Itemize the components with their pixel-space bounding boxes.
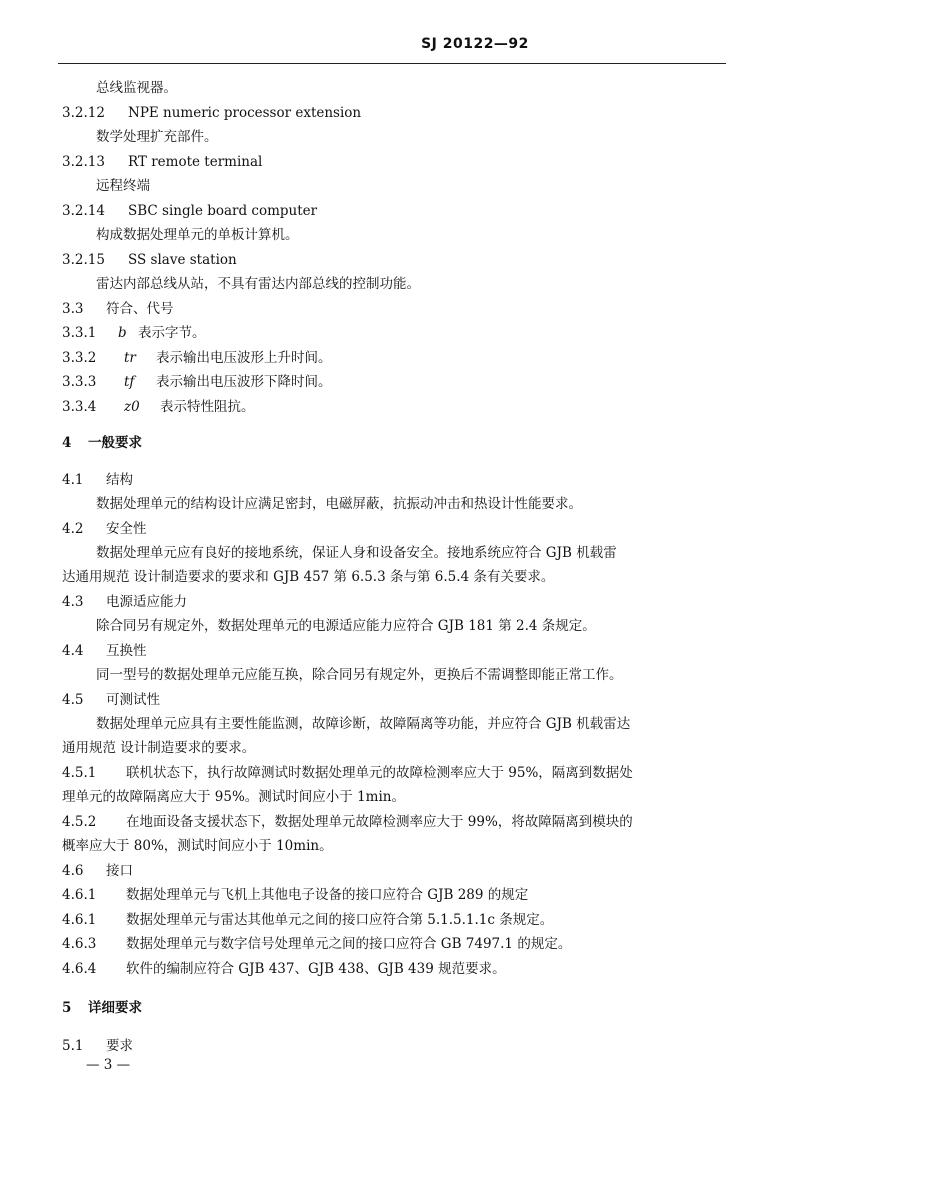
symbol: tf <box>124 374 135 390</box>
symbol: z0 <box>124 399 140 415</box>
clause-number: 3.3.2 <box>62 350 97 366</box>
clause-number: 3.3.1 <box>62 325 97 341</box>
section-4-5-heading <box>62 690 160 710</box>
clause-4-6-4 <box>62 959 506 979</box>
paragraph-line: 数据处理单元的结构设计应满足密封，电磁屏蔽，抗振动冲击和热设计性能要求。 <box>96 496 582 512</box>
clause-text: 数据处理单元与数字信号处理单元之间的接口应符合 GB 7497.1 的规定。 <box>126 936 572 952</box>
section-5-1-heading <box>62 1036 133 1056</box>
clause-number: 4.5 <box>62 692 84 708</box>
clause-text: NPE numeric processor extension <box>128 105 362 121</box>
clause-title: 结构 <box>106 472 133 488</box>
clause-number: 4.5.2 <box>62 814 97 830</box>
symbol-3-3-4 <box>62 397 255 417</box>
clause-text: 软件的编制应符合 GJB 437、GJB 438、GJB 439 规范要求。 <box>126 961 506 977</box>
section-4-3-heading <box>62 592 187 612</box>
clause-number: 3.3 <box>62 301 84 317</box>
definition-3-2-12 <box>62 103 361 123</box>
clause-4-6-1 <box>62 885 528 905</box>
clause-text: 表示输出电压波形下降时间。 <box>156 374 332 390</box>
clause-4-6-3 <box>62 934 571 954</box>
section-title: 一般要求 <box>88 435 142 451</box>
symbol-3-3-1 <box>62 323 206 343</box>
clause-text: 联机状态下，执行故障测试时数据处理单元的故障检测率应大于 95%，隔离到数据处 <box>126 765 633 781</box>
symbol-3-3-2 <box>62 348 332 368</box>
paragraph-line: 理单元的故障隔离应大于 95%。测试时间应小于 1min。 <box>62 789 405 805</box>
clause-number: 4.6.1 <box>62 887 97 903</box>
paragraph-line: 同一型号的数据处理单元应能互换，除合同另有规定外，更换后不需调整即能正常工作。 <box>96 667 623 683</box>
definition-3-2-15 <box>62 250 237 270</box>
clause-number: 4.1 <box>62 472 84 488</box>
clause-text: 数据处理单元与飞机上其他电子设备的接口应符合 GJB 289 的规定 <box>126 887 529 903</box>
clause-number: 4.4 <box>62 643 84 659</box>
symbol: b <box>118 325 127 341</box>
section-4-heading <box>62 433 142 453</box>
paragraph-line: 除合同另有规定外，数据处理单元的电源适应能力应符合 GJB 181 第 2.4 条规定。 <box>96 618 596 634</box>
definition-3-2-13 <box>62 152 262 172</box>
section-3-3-heading <box>62 299 174 319</box>
page-number: — 3 — <box>86 1057 131 1073</box>
clause-number: 4.6.1 <box>62 912 97 928</box>
paragraph-line: 概率应大于 80%，测试时间应小于 10min。 <box>62 838 333 854</box>
clause-title: 符合、代号 <box>106 301 174 317</box>
clause-title: 电源适应能力 <box>106 594 187 610</box>
clause-text: 在地面设备支援状态下，数据处理单元故障检测率应大于 99%，将故障隔离到模块的 <box>126 814 633 830</box>
clause-number: 4.6 <box>62 863 84 879</box>
clause-number: 4.6.3 <box>62 936 97 952</box>
clause-number: 3.2.12 <box>62 105 105 121</box>
clause-title: 安全性 <box>106 521 147 537</box>
section-5-heading <box>62 998 142 1018</box>
text-line: 雷达内部总线从站，不具有雷达内部总线的控制功能。 <box>96 276 420 292</box>
text-line: 构成数据处理单元的单板计算机。 <box>96 227 299 243</box>
symbol: tr <box>124 350 136 366</box>
clause-text: RT remote terminal <box>128 154 263 170</box>
symbol-3-3-3 <box>62 372 332 392</box>
clause-number: 3.3.3 <box>62 374 97 390</box>
section-title: 详细要求 <box>88 1000 142 1016</box>
clause-number: 4.3 <box>62 594 84 610</box>
clause-number: 3.2.14 <box>62 203 105 219</box>
paragraph-line: 数据处理单元应有良好的接地系统，保证人身和设备安全。接地系统应符合 GJB 机载雷 <box>96 545 617 561</box>
clause-number: 3.2.15 <box>62 252 105 268</box>
clause-number: 4.5.1 <box>62 765 97 781</box>
clause-number: 5.1 <box>62 1038 84 1054</box>
clause-4-5-1 <box>62 763 633 783</box>
clause-text: 表示特性阻抗。 <box>160 399 255 415</box>
clause-number: 4 <box>62 435 72 451</box>
clause-number: 3.3.4 <box>62 399 97 415</box>
paragraph-line: 达通用规范 设计制造要求的要求和 GJB 457 第 6.5.3 条与第 6.5.4 条有关要求。 <box>62 569 555 585</box>
clause-4-5-2 <box>62 812 633 832</box>
section-4-4-heading <box>62 641 147 661</box>
header-rule <box>58 63 726 64</box>
definition-3-2-14 <box>62 201 317 221</box>
section-4-1-heading <box>62 470 133 490</box>
clause-text: SBC single board computer <box>128 203 318 219</box>
clause-number: 4.6.4 <box>62 961 97 977</box>
document-code-header: SJ 20122—92 <box>421 36 529 52</box>
clause-number: 4.2 <box>62 521 84 537</box>
paragraph-line: 数据处理单元应具有主要性能监测，故障诊断，故障隔离等功能，并应符合 GJB 机载雷达 <box>96 716 631 732</box>
clause-text: 表示输出电压波形上升时间。 <box>156 350 332 366</box>
clause-text: 表示字节。 <box>138 325 206 341</box>
text-line: 数学处理扩充部件。 <box>96 129 218 145</box>
text-line: 远程终端 <box>96 178 150 194</box>
clause-number: 5 <box>62 1000 72 1016</box>
section-4-2-heading <box>62 519 147 539</box>
clause-title: 可测试性 <box>106 692 160 708</box>
section-4-6-heading <box>62 861 133 881</box>
clause-title: 互换性 <box>106 643 147 659</box>
text-line: 总线监视器。 <box>96 80 177 96</box>
clause-text: SS slave station <box>128 252 237 268</box>
clause-number: 3.2.13 <box>62 154 105 170</box>
paragraph-line: 通用规范 设计制造要求的要求。 <box>62 740 256 756</box>
clause-title: 接口 <box>106 863 133 879</box>
clause-4-6-1-second <box>62 910 553 930</box>
clause-text: 数据处理单元与雷达其他单元之间的接口应符合第 5.1.5.1.1c 条规定。 <box>126 912 554 928</box>
clause-title: 要求 <box>106 1038 133 1054</box>
